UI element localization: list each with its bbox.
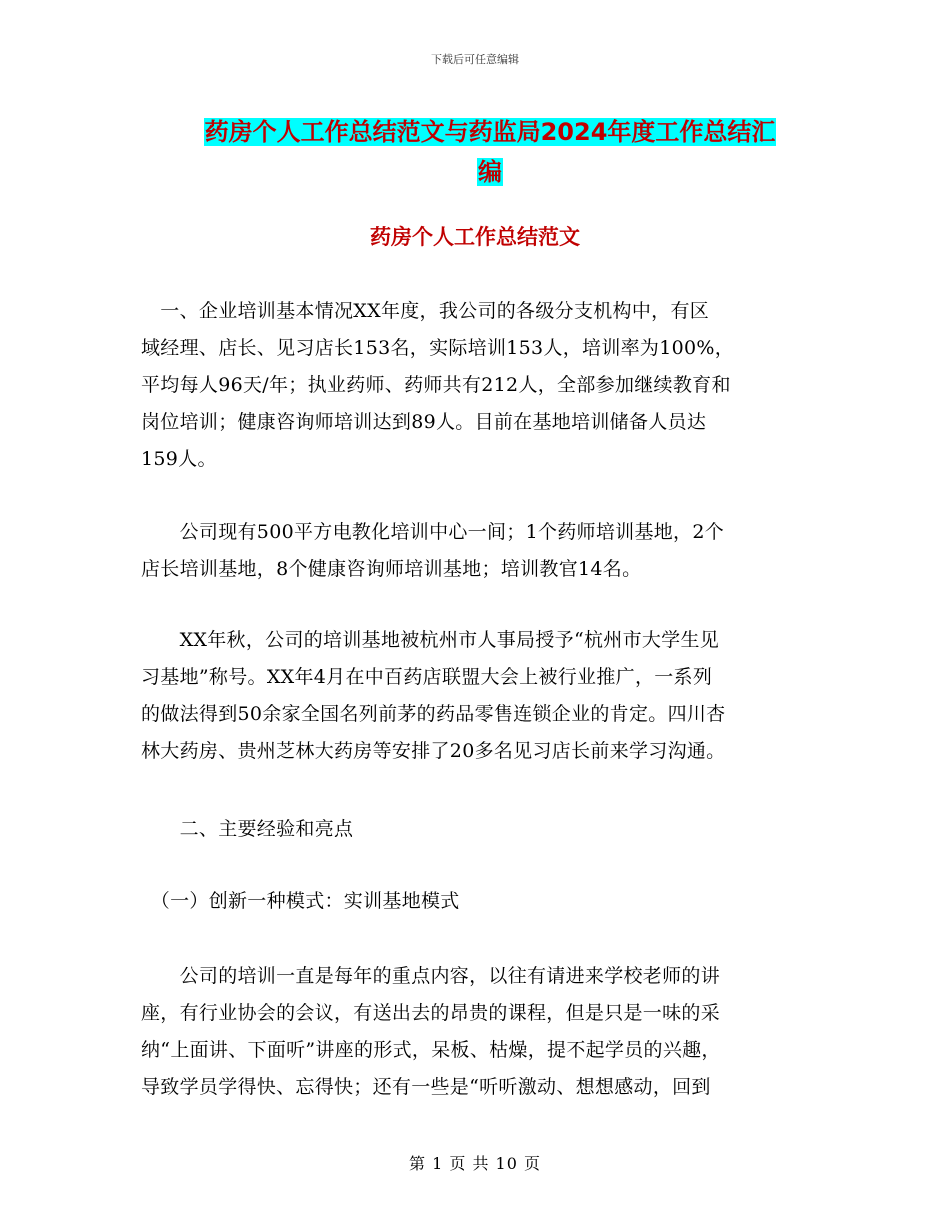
paragraph-line: 习基地”称号。XX年4月在中百药店联盟大会上被行业推广，一系列 <box>141 666 713 688</box>
section-title: 药房个人工作总结范文 <box>370 225 580 249</box>
paragraph-line: 域经理、店长、见习店长153名，实际培训153人，培训率为100%， <box>141 337 735 359</box>
header-note: 下载后可任意编辑 <box>431 53 519 66</box>
heading-innovation-mode <box>141 883 811 920</box>
paragraph-line: 159人。 <box>141 448 217 470</box>
paragraph-line: 店长培训基地，8个健康咨询师培训基地；培训教官14名。 <box>141 558 642 580</box>
paragraph-line: 林大药房、贵州芝林大药房等安排了20多名见习店长前来学习沟通。 <box>141 740 726 762</box>
paragraph-line: 平均每人96天/年；执业药师、药师共有212人，全部参加继续教育和 <box>141 374 731 396</box>
paragraph-line: 二、主要经验和亮点 <box>141 818 354 840</box>
paragraph-training-facilities <box>141 514 811 588</box>
paragraph-line: 一、企业培训基本情况XX年度，我公司的各级分支机构中，有区 <box>141 300 710 322</box>
paragraph-line: 的做法得到50余家全国名列前茅的药品零售连锁企业的肯定。四川杏 <box>141 703 726 725</box>
document-title-line-1: 药房个人工作总结范文与药监局2024年度工作总结汇 <box>204 118 776 146</box>
paragraph-line: 岗位培训；健康咨询师培训达到89人。目前在基地培训储备人员达 <box>141 411 707 433</box>
paragraph-line: 纳“上面讲、下面听”讲座的形式，呆板、枯燥，提不起学员的兴趣， <box>141 1039 721 1061</box>
paragraph-training-history <box>141 958 811 1106</box>
paragraph-line: （一）创新一种模式：实训基地模式 <box>141 890 460 912</box>
paragraph-line: 导致学员学得快、忘得快；还有一些是“听听激动、想想感动，回到 <box>141 1076 711 1098</box>
paragraph-line: 公司现有500平方电教化培训中心一间；1个药师培训基地，2个 <box>141 521 725 543</box>
document-title-line-2: 编 <box>478 158 502 186</box>
page-footer: 第 1 页 共 10 页 <box>409 1154 541 1173</box>
heading-main-experience <box>141 811 811 848</box>
paragraph-training-recognition <box>141 622 811 770</box>
paragraph-training-overview <box>141 293 811 478</box>
paragraph-line: 公司的培训一直是每年的重点内容，以往有请进来学校老师的讲 <box>141 965 721 987</box>
paragraph-line: 座，有行业协会的会议，有送出去的昂贵的课程，但是只是一味的采 <box>141 1002 721 1024</box>
document-title <box>160 112 820 192</box>
paragraph-line: XX年秋，公司的培训基地被杭州市人事局授予“杭州市大学生见 <box>141 629 720 651</box>
